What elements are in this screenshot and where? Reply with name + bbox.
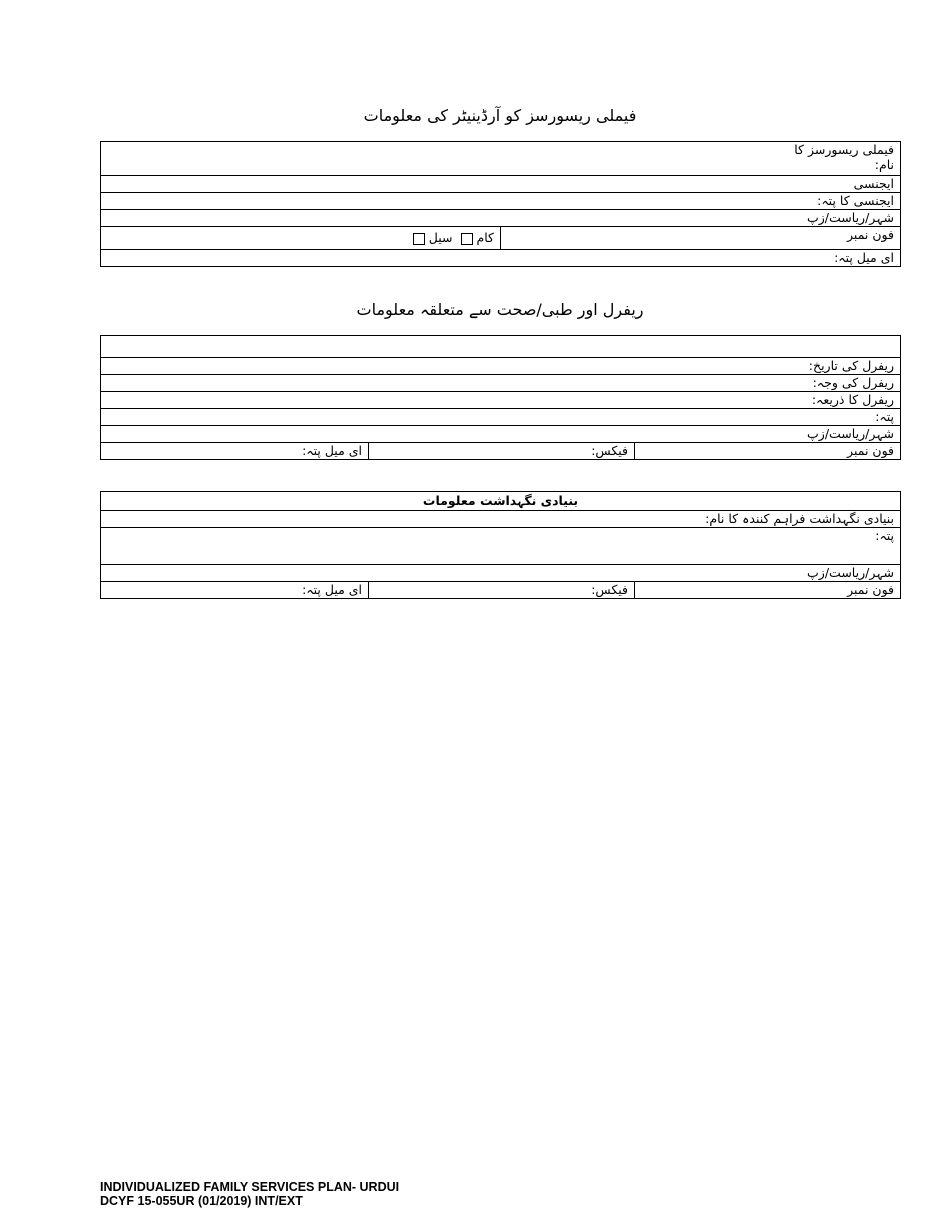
referral-blank-row[interactable] [101,336,901,358]
provider-email-label: ای میل پتہ: [302,582,363,597]
work-label: کام [476,230,494,245]
referral-reason-label: ریفرل کی وجہ: [812,375,895,390]
referral-email-field[interactable] [101,443,369,460]
provider-fax-field[interactable] [369,582,635,599]
referral-source-field[interactable] [101,392,901,409]
referral-address-label: پتہ: [875,409,895,424]
section3-title: بنیادی نگہداشت معلومات [101,492,901,511]
referral-address-field[interactable] [101,409,901,426]
coordinator-name-label-line2: نام: [874,157,894,172]
section2-title: ریفرل اور طبی/صحت سے متعلقہ معلومات [356,300,644,319]
agency-field[interactable] [101,176,901,193]
agency-address-field[interactable] [101,193,901,210]
provider-phone-field[interactable] [635,582,901,599]
referral-fax-label: فیکس: [591,443,629,458]
referral-phone-field[interactable] [635,443,901,460]
coordinator-name-field[interactable] [101,142,901,176]
city-state-zip-field[interactable] [101,210,901,227]
phone-label: فون نمبر [847,227,894,242]
provider-city-label: شہر/ریاست/زپ [807,565,895,580]
referral-source-label: ریفرل کا ذریعہ: [811,392,895,407]
provider-name-label: بنیادی نگہداشت فراہم کنندہ کا نام: [705,511,895,526]
referral-date-field[interactable] [101,358,901,375]
email-label: ای میل پتہ: [834,250,894,265]
cell-label: سیل [428,230,453,245]
referral-email-label: ای میل پتہ: [302,443,363,458]
email-field[interactable] [101,250,901,267]
provider-email-field[interactable] [101,582,369,599]
referral-info-table [100,335,901,460]
agency-label: ایجنسی [853,176,894,191]
provider-phone-label: فون نمبر [847,582,895,597]
cell-checkbox[interactable] [413,233,425,245]
primary-care-table [100,491,901,599]
provider-name-field[interactable] [101,511,901,528]
referral-city-field[interactable] [101,426,901,443]
form-footer [100,1180,399,1208]
provider-address-label: پتہ: [875,528,895,543]
provider-city-field[interactable] [101,565,901,582]
footer-form-title: INDIVIDUALIZED FAMILY SERVICES PLAN- URDUI [100,1180,400,1194]
coordinator-name-label-line1: فیملی ریسورسز کا [794,142,894,157]
section1-title: فیملی ریسورسز کو آرڈینیٹر کی معلومات [363,106,637,125]
referral-phone-label: فون نمبر [847,443,895,458]
phone-field[interactable] [501,227,901,250]
footer-form-number: DCYF 15-055UR (01/2019) INT/EXT [100,1194,303,1208]
referral-city-label: شہر/ریاست/زپ [807,426,895,441]
phone-type-cell [101,227,501,250]
city-state-zip-label: شہر/ریاست/زپ [807,210,894,225]
work-checkbox[interactable] [461,233,473,245]
referral-reason-field[interactable] [101,375,901,392]
referral-fax-field[interactable] [369,443,635,460]
provider-fax-label: فیکس: [591,582,629,597]
referral-date-label: ریفرل کی تاریخ: [808,358,895,373]
agency-address-label: ایجنسی کا پتہ: [817,193,894,208]
provider-address-field[interactable] [101,528,901,565]
coordinator-info-table [100,141,901,267]
